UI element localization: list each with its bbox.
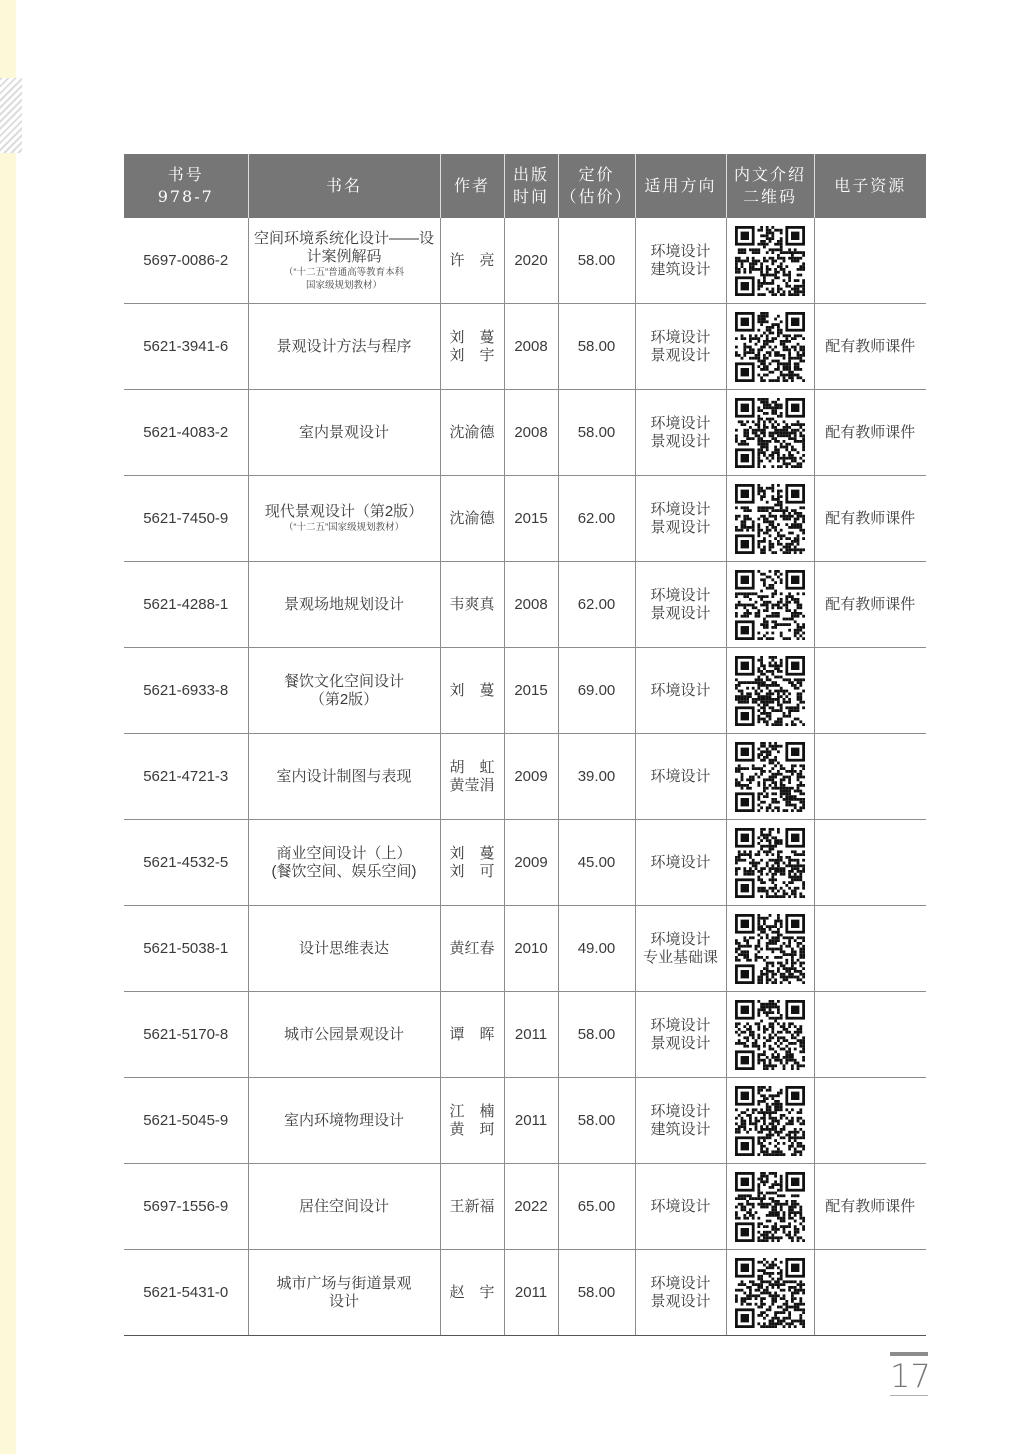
author-cell	[440, 1164, 504, 1250]
resource-cell	[814, 906, 926, 992]
year-cell: 2008	[504, 562, 558, 648]
title-cell	[248, 390, 440, 476]
author-cell	[440, 992, 504, 1078]
title-cell	[248, 218, 440, 304]
resource-cell	[814, 648, 926, 734]
price-cell: 58.00	[558, 390, 635, 476]
year-cell: 2020	[504, 218, 558, 304]
price-cell: 58.00	[558, 218, 635, 304]
author-name: 沈渝德	[449, 509, 495, 527]
author-cell	[440, 390, 504, 476]
price-cell: 58.00	[558, 304, 635, 390]
author-name: 刘 蔓	[449, 681, 495, 699]
book-title-line: 室内设计制图与表现	[276, 767, 412, 785]
qr-code-icon	[735, 1172, 805, 1242]
table-row	[124, 1078, 926, 1164]
qr-code-icon	[735, 1000, 805, 1070]
title-cell	[248, 562, 440, 648]
resource-cell: 配有教师课件	[814, 390, 926, 476]
table-row	[124, 218, 926, 304]
resource-cell: 配有教师课件	[814, 1164, 926, 1250]
direction-cell	[635, 992, 726, 1078]
year-cell: 2011	[504, 1078, 558, 1164]
direction-cell	[635, 304, 726, 390]
author-name: 胡 虹	[449, 758, 495, 776]
header-qr	[726, 154, 814, 218]
title-cell	[248, 1164, 440, 1250]
isbn-cell: 5621-5431-0	[124, 1250, 248, 1336]
qr-cell	[726, 1078, 814, 1164]
author-name: 沈渝德	[449, 423, 495, 441]
title-cell	[248, 1250, 440, 1336]
direction-line: 专业基础课	[642, 948, 718, 966]
title-cell	[248, 476, 440, 562]
direction-line: 建筑设计	[650, 260, 711, 278]
isbn-cell: 5621-4083-2	[124, 390, 248, 476]
book-title-line: 计案例解码	[306, 247, 382, 265]
table-row	[124, 304, 926, 390]
direction-line: 环境设计	[650, 1102, 711, 1120]
author-name: 刘 可	[449, 862, 495, 880]
author-name: 刘 蔓	[449, 328, 495, 346]
direction-line: 环境设计	[650, 500, 711, 518]
table-header-row	[124, 154, 926, 218]
book-title-line: 室内环境物理设计	[283, 1111, 404, 1129]
author-cell	[440, 648, 504, 734]
isbn-cell: 5697-0086-2	[124, 218, 248, 304]
qr-code-icon	[735, 828, 805, 898]
side-hatch-decoration	[0, 78, 22, 153]
direction-cell	[635, 820, 726, 906]
price-cell: 62.00	[558, 562, 635, 648]
book-title-line: (餐饮空间、娱乐空间)	[271, 862, 417, 880]
book-title-line: 设计思维表达	[298, 939, 389, 957]
table-row	[124, 1164, 926, 1250]
author-name: 谭 晖	[449, 1025, 495, 1043]
direction-line: 景观设计	[650, 1292, 711, 1310]
header-year-line2: 时间	[512, 187, 549, 206]
direction-line: 环境设计	[650, 242, 711, 260]
year-cell: 2008	[504, 390, 558, 476]
direction-cell	[635, 648, 726, 734]
table-row	[124, 648, 926, 734]
resource-cell: 配有教师课件	[814, 476, 926, 562]
book-title-line: 城市公园景观设计	[283, 1025, 404, 1043]
book-title-line: 现代景观设计（第2版）	[264, 503, 424, 520]
price-cell: 58.00	[558, 992, 635, 1078]
price-cell: 58.00	[558, 1250, 635, 1336]
direction-line: 环境设计	[650, 1274, 711, 1292]
header-isbn	[124, 154, 248, 218]
header-author: 作者	[440, 154, 504, 218]
isbn-cell: 5621-5038-1	[124, 906, 248, 992]
book-title-line: 景观场地规划设计	[283, 595, 404, 613]
isbn-cell: 5621-5170-8	[124, 992, 248, 1078]
book-catalog-table	[124, 154, 926, 1336]
qr-code-icon	[735, 570, 805, 640]
price-cell: 58.00	[558, 1078, 635, 1164]
header-qr-line2: 二维码	[742, 187, 797, 206]
resource-cell	[814, 218, 926, 304]
table-row	[124, 992, 926, 1078]
qr-code-icon	[735, 226, 805, 296]
direction-line: 环境设计	[650, 681, 711, 699]
year-cell: 2009	[504, 820, 558, 906]
header-qr-line1: 内文介绍	[733, 165, 806, 184]
resource-cell: 配有教师课件	[814, 562, 926, 648]
direction-cell	[635, 1250, 726, 1336]
price-cell: 62.00	[558, 476, 635, 562]
year-cell: 2010	[504, 906, 558, 992]
year-cell: 2011	[504, 1250, 558, 1336]
table-row	[124, 734, 926, 820]
author-name: 许 亮	[449, 251, 495, 269]
header-price-line2: （估价）	[560, 187, 633, 206]
table-row	[124, 476, 926, 562]
author-name: 刘 蔓	[449, 844, 495, 862]
title-cell	[248, 304, 440, 390]
price-cell: 49.00	[558, 906, 635, 992]
direction-cell	[635, 906, 726, 992]
author-name: 赵 宇	[449, 1283, 495, 1301]
book-title-line: 城市广场与街道景观	[276, 1274, 412, 1292]
qr-code-icon	[735, 1258, 805, 1328]
book-title-line: （第2版）	[309, 690, 379, 708]
author-cell	[440, 820, 504, 906]
year-cell: 2015	[504, 648, 558, 734]
year-cell: 2009	[504, 734, 558, 820]
title-cell	[248, 906, 440, 992]
author-name: 刘 宇	[449, 346, 495, 364]
qr-code-icon	[735, 312, 805, 382]
direction-line: 环境设计	[650, 930, 711, 948]
qr-cell	[726, 476, 814, 562]
direction-cell	[635, 562, 726, 648]
isbn-cell: 5621-4288-1	[124, 562, 248, 648]
qr-cell	[726, 992, 814, 1078]
header-title: 书名	[248, 154, 440, 218]
qr-code-icon	[735, 742, 805, 812]
direction-cell	[635, 476, 726, 562]
direction-cell	[635, 1164, 726, 1250]
resource-cell	[814, 1250, 926, 1336]
qr-cell	[726, 218, 814, 304]
qr-cell	[726, 390, 814, 476]
direction-line: 环境设计	[650, 328, 711, 346]
title-cell	[248, 1078, 440, 1164]
qr-code-icon	[735, 656, 805, 726]
title-cell	[248, 734, 440, 820]
header-isbn-line1: 书号	[167, 165, 204, 184]
author-cell	[440, 734, 504, 820]
year-cell: 2015	[504, 476, 558, 562]
qr-code-icon	[735, 914, 805, 984]
resource-cell: 配有教师课件	[814, 304, 926, 390]
resource-cell	[814, 734, 926, 820]
direction-cell	[635, 218, 726, 304]
header-price-line1: 定价	[578, 165, 615, 184]
author-cell	[440, 304, 504, 390]
book-title-line: 空间环境系统化设计——设	[253, 229, 434, 247]
isbn-cell: 5621-3941-6	[124, 304, 248, 390]
book-title-line: 居住空间设计	[298, 1197, 389, 1215]
qr-cell	[726, 1250, 814, 1336]
table-row	[124, 820, 926, 906]
author-name: 黄 珂	[449, 1120, 495, 1138]
qr-code-icon	[735, 1086, 805, 1156]
header-year-line1: 出版	[512, 165, 549, 184]
direction-line: 景观设计	[650, 1034, 711, 1052]
author-cell	[440, 218, 504, 304]
direction-line: 景观设计	[650, 432, 711, 450]
direction-line: 环境设计	[650, 1197, 711, 1215]
qr-cell	[726, 906, 814, 992]
page-number-top-rule	[890, 1352, 928, 1356]
header-price	[558, 154, 635, 218]
book-title-line: 设计	[328, 1292, 359, 1310]
price-cell: 39.00	[558, 734, 635, 820]
direction-line: 景观设计	[650, 346, 711, 364]
qr-cell	[726, 648, 814, 734]
book-subtitle-line: （“十二五”普通高等教育本科	[283, 266, 405, 278]
page-number-box	[890, 1352, 931, 1396]
qr-cell	[726, 1164, 814, 1250]
direction-cell	[635, 1078, 726, 1164]
year-cell: 2022	[504, 1164, 558, 1250]
table-row	[124, 906, 926, 992]
table-body	[124, 218, 926, 1336]
title-cell	[248, 820, 440, 906]
author-cell	[440, 562, 504, 648]
price-cell: 69.00	[558, 648, 635, 734]
price-cell: 45.00	[558, 820, 635, 906]
header-year	[504, 154, 558, 218]
qr-cell	[726, 562, 814, 648]
isbn-cell: 5621-7450-9	[124, 476, 248, 562]
page-number: 17	[890, 1357, 931, 1395]
direction-line: 环境设计	[650, 1016, 711, 1034]
qr-cell	[726, 304, 814, 390]
resource-cell	[814, 992, 926, 1078]
isbn-cell: 5621-6933-8	[124, 648, 248, 734]
table-row	[124, 1250, 926, 1336]
year-cell: 2011	[504, 992, 558, 1078]
header-isbn-line2: 978-7	[157, 187, 214, 206]
author-name: 江 楠	[449, 1102, 495, 1120]
price-cell: 65.00	[558, 1164, 635, 1250]
title-cell	[248, 648, 440, 734]
book-title-line: 室内景观设计	[298, 423, 389, 441]
book-title-line: 商业空间设计（上）	[276, 844, 412, 862]
isbn-cell: 5621-4721-3	[124, 734, 248, 820]
book-subtitle-line: 国家级规划教材）	[305, 279, 382, 291]
author-cell	[440, 1250, 504, 1336]
table-row	[124, 562, 926, 648]
direction-line: 环境设计	[650, 586, 711, 604]
author-name: 韦爽真	[449, 595, 495, 613]
isbn-cell: 5697-1556-9	[124, 1164, 248, 1250]
isbn-cell: 5621-4532-5	[124, 820, 248, 906]
qr-cell	[726, 820, 814, 906]
book-title-line: 餐饮文化空间设计	[283, 672, 404, 690]
resource-cell	[814, 820, 926, 906]
book-title-line: 景观设计方法与程序	[276, 337, 412, 355]
direction-line: 景观设计	[650, 604, 711, 622]
qr-code-icon	[735, 484, 805, 554]
direction-cell	[635, 734, 726, 820]
author-cell	[440, 1078, 504, 1164]
direction-line: 环境设计	[650, 767, 711, 785]
resource-cell	[814, 1078, 926, 1164]
author-cell	[440, 906, 504, 992]
header-resources: 电子资源	[814, 154, 926, 218]
direction-line: 景观设计	[650, 518, 711, 536]
qr-code-icon	[735, 398, 805, 468]
header-direction: 适用方向	[635, 154, 726, 218]
side-color-strip	[0, 0, 16, 1454]
table-row	[124, 390, 926, 476]
isbn-cell: 5621-5045-9	[124, 1078, 248, 1164]
author-name: 黄莹涓	[449, 776, 495, 794]
direction-cell	[635, 390, 726, 476]
author-name: 王新福	[449, 1197, 495, 1215]
direction-line: 环境设计	[650, 414, 711, 432]
author-name: 黄红春	[449, 939, 495, 957]
qr-cell	[726, 734, 814, 820]
author-cell	[440, 476, 504, 562]
page-number-bottom-rule	[890, 1395, 928, 1396]
direction-line: 建筑设计	[650, 1120, 711, 1138]
direction-line: 环境设计	[650, 853, 711, 871]
title-cell	[248, 992, 440, 1078]
year-cell: 2008	[504, 304, 558, 390]
book-subtitle-line: （“十二五”国家级规划教材）	[283, 522, 405, 533]
